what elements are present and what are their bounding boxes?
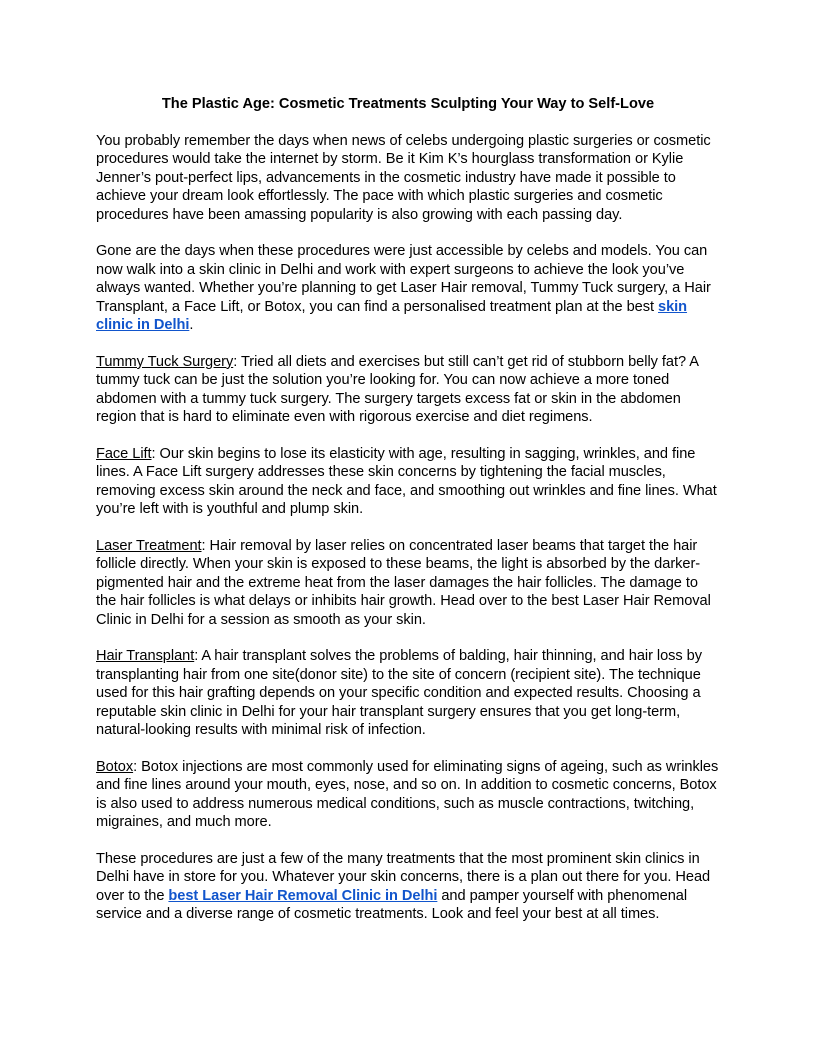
tummy-tuck-paragraph [96, 353, 720, 427]
intro-text: You probably remember the days when news of celebs undergoing plastic surgeries or cosmetic procedures would take the internet by storm. Be it Kim K’s hourglass transformation or Kylie Jenner’s pout-perfect lips, advancements in the cosmetic industry have made it possible to achieve your dream look effortlessly. The pace with which plastic surgeries and cosmetic procedures have been amassing popularity is also growing with each passing day. [96, 133, 711, 223]
face-lift-text: : Our skin begins to lose its elasticity with age, resulting in sagging, wrinkles, and fine lines. A Face Lift surgery addresses these skin concerns by tightening the facial muscles, removing excess skin around the neck and face, and smoothing out wrinkles and fine lines. What you’re left with is youthful and plump skin. [96, 445, 717, 518]
document-title: The Plastic Age: Cosmetic Treatments Sculpting Your Way to Self-Love [161, 96, 655, 112]
botox-heading: Botox [96, 758, 134, 775]
laser-treatment-paragraph [96, 537, 720, 629]
laser-clinic-link[interactable]: best Laser Hair Removal Clinic in Delhi [168, 887, 438, 904]
tummy-tuck-heading: Tummy Tuck Surgery [96, 353, 234, 370]
closing-paragraph [96, 850, 720, 924]
hair-transplant-text: : A hair transplant solves the problems of balding, hair thinning, and hair loss by transplanting hair from one site(donor site) to the site of concern (recipient site). The technique used for this hair grafting depends on your specific condition and expected results. Choosing a reputable skin clinic in Delhi for your hair transplant surgery ensures that you get long-term, natural-looking results with minimal risk of infection. [96, 648, 702, 738]
closing-end: and pamper yourself with phenomenal service and a diverse range of cosmetic treatments. Look and feel your best at all times. [96, 887, 688, 922]
laser-treatment-text: : Hair removal by laser relies on concentrated laser beams that target the hair follicle directly. When your skin is exposed to these beams, the light is absorbed by the darker-pigmented hair and the extreme heat from the laser damages the hair follicles. The damage to the hair follicles is what delays or inhibits hair growth. Head over to the best Laser Hair Removal Clinic in Delhi for a session as smooth as your skin. [96, 537, 711, 628]
laser-treatment-heading: Laser Treatment [96, 537, 202, 554]
face-lift-paragraph [96, 445, 720, 519]
gone-text: Gone are the days when these procedures were just accessible by celebs and models. You can now walk into a skin clinic in Delhi and work with expert surgeons to achieve the look you’ve always wanted. Whether you’re planning to get Laser Hair removal, Tummy Tuck surgery, a Hair Transplant, a Face Lift, or Botox, you can find a personalised treatment plan at the best [96, 243, 711, 315]
gone-paragraph [96, 242, 720, 334]
hair-transplant-heading: Hair Transplant [96, 648, 195, 665]
gone-end: . [189, 317, 194, 334]
hair-transplant-paragraph [96, 647, 720, 739]
face-lift-heading: Face Lift [96, 445, 152, 462]
document-page [96, 94, 720, 942]
closing-text: These procedures are just a few of the many treatments that the most prominent skin clinics in Delhi have in store for you. Whatever your skin concerns, there is a plan out there for you. Head over to the [96, 850, 711, 904]
tummy-tuck-text: : Tried all diets and exercises but still can’t get rid of stubborn belly fat? A tummy tuck can be just the solution you’re looking for. You can now achieve a more toned abdomen with a tummy tuck surgery. The surgery targets excess fat or skin in the abdomen region that is hard to eliminate even with rigorous exercise and diet regimens. [96, 353, 699, 426]
intro-paragraph [96, 132, 720, 224]
botox-paragraph [96, 758, 720, 832]
botox-text: : Botox injections are most commonly used for eliminating signs of ageing, such as wrinkles and fine lines around your mouth, eyes, nose, and so on. In addition to cosmetic concerns, Botox is also used to address numerous medical conditions, such as muscle contractions, twitching, migraines, and much more. [96, 758, 719, 830]
skin-clinic-link[interactable]: skin clinic in Delhi [96, 298, 688, 334]
